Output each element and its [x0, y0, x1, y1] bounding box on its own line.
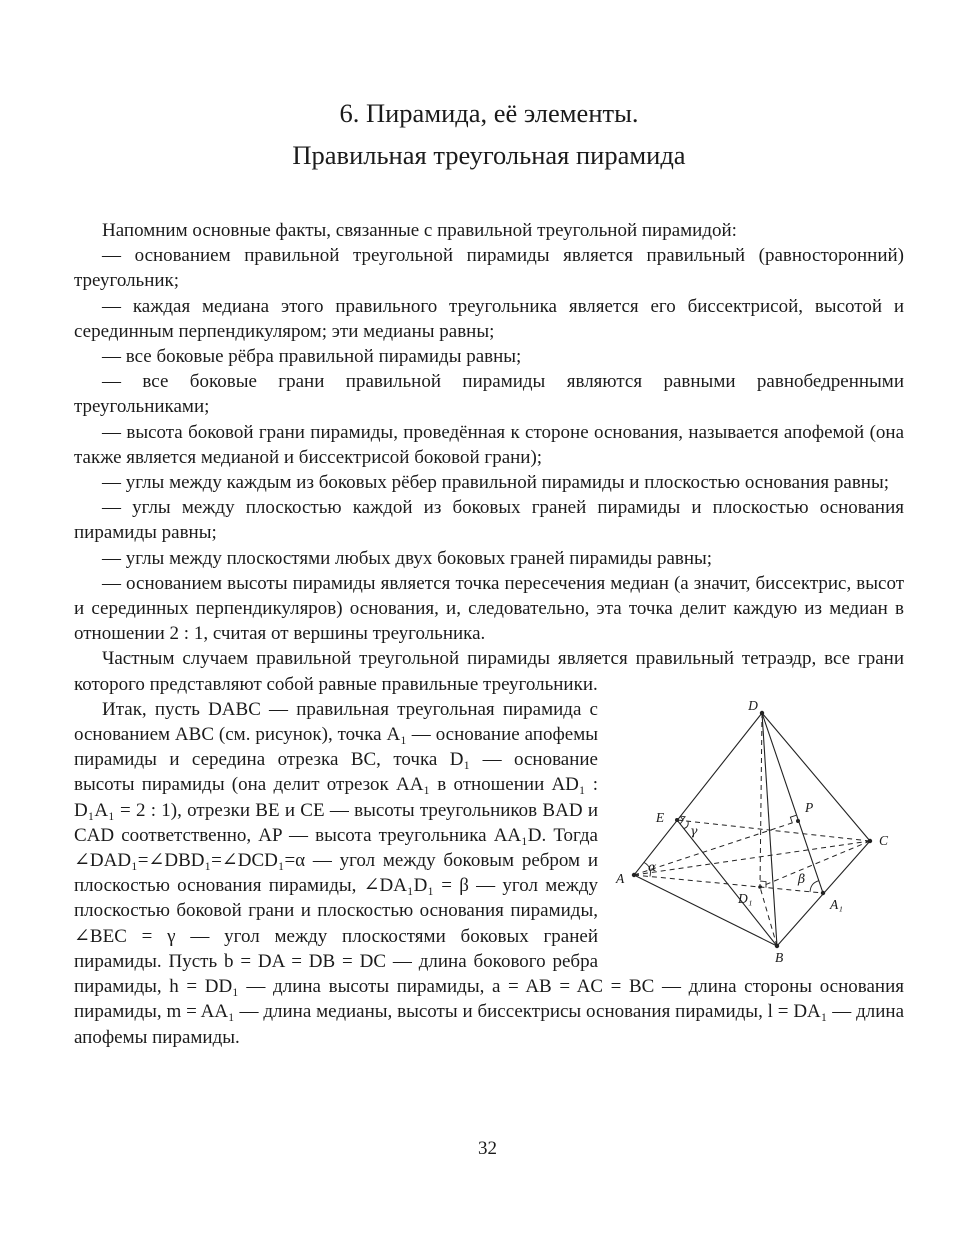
fact-item-3: — все боковые рёбра правильной пирамиды равны;	[102, 346, 522, 368]
fact-item-6: — углы между каждым из боковых рёбер правильной пирамиды и плоскостью основания равны;	[102, 472, 890, 494]
section-title	[74, 92, 904, 176]
point-dot-A1	[821, 891, 825, 895]
vertex-label-C: C	[879, 832, 889, 848]
vertex-label-D: D	[748, 698, 758, 713]
angle-label-alpha: α	[648, 858, 657, 874]
vertex-label-A: A	[616, 870, 625, 886]
page-content	[74, 92, 904, 1050]
pyramid-figure	[612, 699, 904, 965]
point-label-P: P	[805, 799, 814, 815]
fact-item-7: — углы между плоскостью каждой из боковых граней пирамиды и плоскостью основания пирамиды равны;	[74, 497, 904, 544]
angle-label-gamma: γ	[690, 822, 698, 838]
altitude-BE	[677, 820, 777, 946]
point-label-A1: A₁	[830, 896, 843, 912]
tetrahedron-paragraph: Частным случаем правильной треугольной пирамиды является правильный тетраэдр, все грани которого представляют собой равные правильные треугольники.	[74, 648, 904, 695]
median-AA1	[634, 875, 823, 893]
fact-item-8: — углы между плоскостями любых двух боковых граней пирамиды равны;	[102, 547, 713, 569]
segment-CD1	[760, 841, 870, 887]
right-angle-marks	[680, 815, 796, 887]
fact-item-1: — основанием правильной треугольной пирамиды является правильный (равносторонний) треугольник;	[74, 245, 904, 292]
apothem-DA1	[762, 713, 823, 893]
angle-arcs	[644, 821, 819, 892]
vertex-dot-A	[632, 873, 636, 877]
segment-BD1	[760, 887, 777, 946]
section-title-line2: Правильная треугольная пирамида	[292, 140, 686, 170]
intro-paragraph: Напомним основные факты, связанные с правильной треугольной пирамидой:	[102, 220, 737, 241]
angle-arc-gamma	[684, 821, 688, 828]
point-label-D1: D₁	[738, 890, 753, 906]
section-title-line1: 6. Пирамида, её элементы.	[339, 98, 639, 128]
fact-item-9: — основанием высоты пирамиды является точка пересечения медиан (а значит, биссектрис, высот и серединных перпендикуляров) основания, и, следовательно, эта точка делит каждую из медиан в отношении 2 : 1, считая от вершины треугольника.	[74, 572, 904, 645]
vertex-label-B: B	[775, 949, 784, 965]
height-DD1	[760, 713, 762, 887]
point-dot-D1	[758, 885, 762, 889]
figure-paragraph	[74, 697, 904, 1050]
vertex-dot-D	[760, 711, 764, 715]
altitude-CE	[677, 820, 870, 841]
vertex-dot-B	[775, 944, 779, 948]
fact-item-5: — высота боковой грани пирамиды, проведённая к стороне основания, называется апофемой (она также является медианой и биссектрисой боковой грани);	[74, 421, 904, 468]
edge-CD	[762, 713, 870, 841]
point-label-E: E	[655, 809, 665, 825]
edge-AC-hidden	[634, 841, 870, 875]
edge-BD	[762, 713, 777, 946]
right-angle-at-P	[790, 815, 796, 823]
point-dot-P	[796, 819, 800, 823]
figure-labels	[615, 699, 889, 965]
figure-paragraph-text: Итак, пусть DABC — правильная треугольная пирамида с основанием ABC (см. рисунок), точка A₁ — основание апофемы пирамиды и середина отрезка BC, точка D₁ — основание высоты пирамиды (она делит отрезок AA₁ в отношении AD₁ : D₁A₁ = 2 : 1), отрезки BE и CE — высоты треугольников BAD и CAD соответственно, AP — высота треугольника AA₁D. Тогда ∠DAD₁=∠DBD₁=∠DCD₁=α — угол между боковым ребром и плоскостью основания пирамиды, ∠DA₁D₁ = β — угол между плоскостью боковой грани и плоскостью основания пирамиды, ∠BEC = γ — угол между плоскостями боковых граней пирамиды. Пусть b = DA = DB = DC — длина бокового ребра пирамиды, h = DD₁ — длина высоты пирамиды, a = AB = AC = BC — длина стороны основания пирамиды, m = AA₁ — длина медианы, высоты и биссектрисы основания пирамиды, l = DA₁ — длина апофемы пирамиды.	[74, 698, 904, 1048]
point-dot-E	[675, 818, 679, 822]
altitude-AP	[634, 821, 798, 875]
page-number: 32	[478, 1138, 497, 1159]
edge-AD	[634, 713, 762, 875]
angle-arc-beta	[810, 881, 819, 892]
angle-label-beta: β	[798, 870, 806, 886]
fact-item-2: — каждая медиана этого правильного треугольника является его биссектрисой, высотой и серединным перпендикуляром; эти медианы равны;	[74, 295, 904, 342]
fact-item-4: — все боковые грани правильной пирамиды являются равными равнобедренными треугольниками;	[74, 371, 904, 418]
vertex-dot-C	[868, 839, 872, 843]
vertex-dots	[632, 711, 872, 948]
edge-AB	[634, 875, 777, 946]
